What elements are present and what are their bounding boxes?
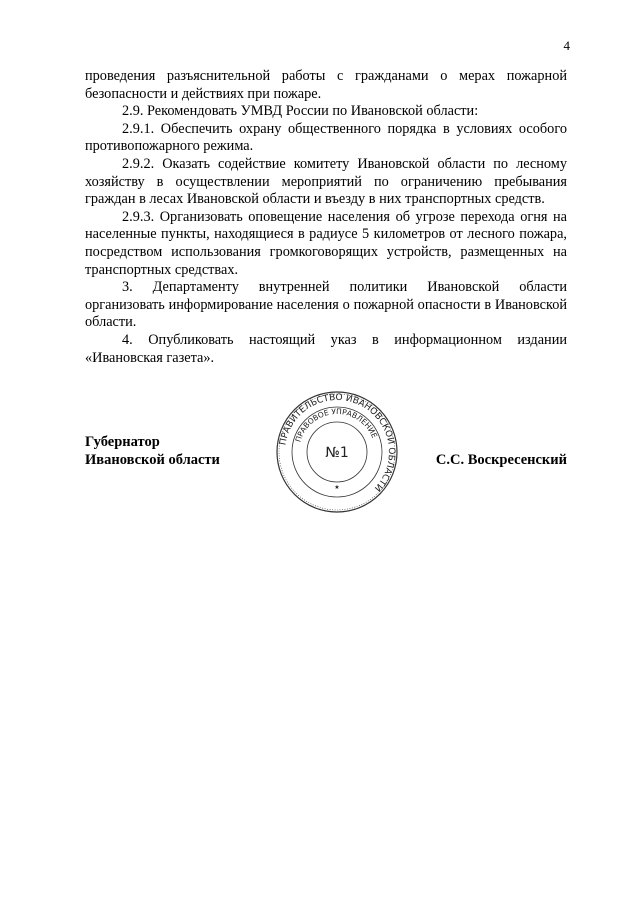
signatory-title-line2: Ивановской области [85, 451, 220, 468]
paragraph-2-9-2: 2.9.2. Оказать содействие комитету Ивановской области по лесному хозяйству в осуществлении мероприятий по ограничению пребывания граждан в лесах Ивановской области и въезду в них транспортных средств. [85, 155, 567, 208]
signatory-title-line1: Губернатор [85, 434, 160, 450]
paragraph-3: 3. Департаменту внутренней политики Ивановской области организовать информирование населения о пожарной опасности в Ивановской области. [85, 279, 567, 331]
signatory-name: С.С. Воскресенский [435, 451, 567, 468]
seal-star-icon: ★ [334, 484, 340, 491]
document-body [85, 68, 567, 367]
signatory-title [85, 434, 220, 469]
paragraph-2-9-3: 2.9.3. Организовать оповещение населения об угрозе перехода огня на населенные пункты, находящиеся в радиусе 5 километров от лесного пожара, посредством использования громкоговорящих устройств, размещенных на транспортных средствах. [85, 208, 567, 278]
official-seal [275, 390, 399, 514]
paragraph-4: 4. Опубликовать настоящий указ в информационном издании «Ивановская газета». [85, 331, 567, 366]
seal-inner-text: ПРАВОВОЕ УПРАВЛЕНИЕ [293, 406, 380, 444]
seal-outer-text: ПРАВИТЕЛЬСТВО ИВАНОВСКОЙ ОБЛАСТИ [278, 392, 397, 493]
paragraph-2-9: 2.9. Рекомендовать УМВД России по Ивановской области: [122, 103, 479, 120]
paragraph-continuation: проведения разъяснительной работы с гражданами о мерах пожарной безопасности и действиях при пожаре. [85, 68, 567, 102]
page-number: 4 [563, 38, 570, 53]
seal-center-number: №1 [325, 445, 349, 461]
paragraph-2-9-1: 2.9.1. Обеспечить охрану общественного порядка в условиях особого противопожарного режима. [85, 120, 567, 155]
